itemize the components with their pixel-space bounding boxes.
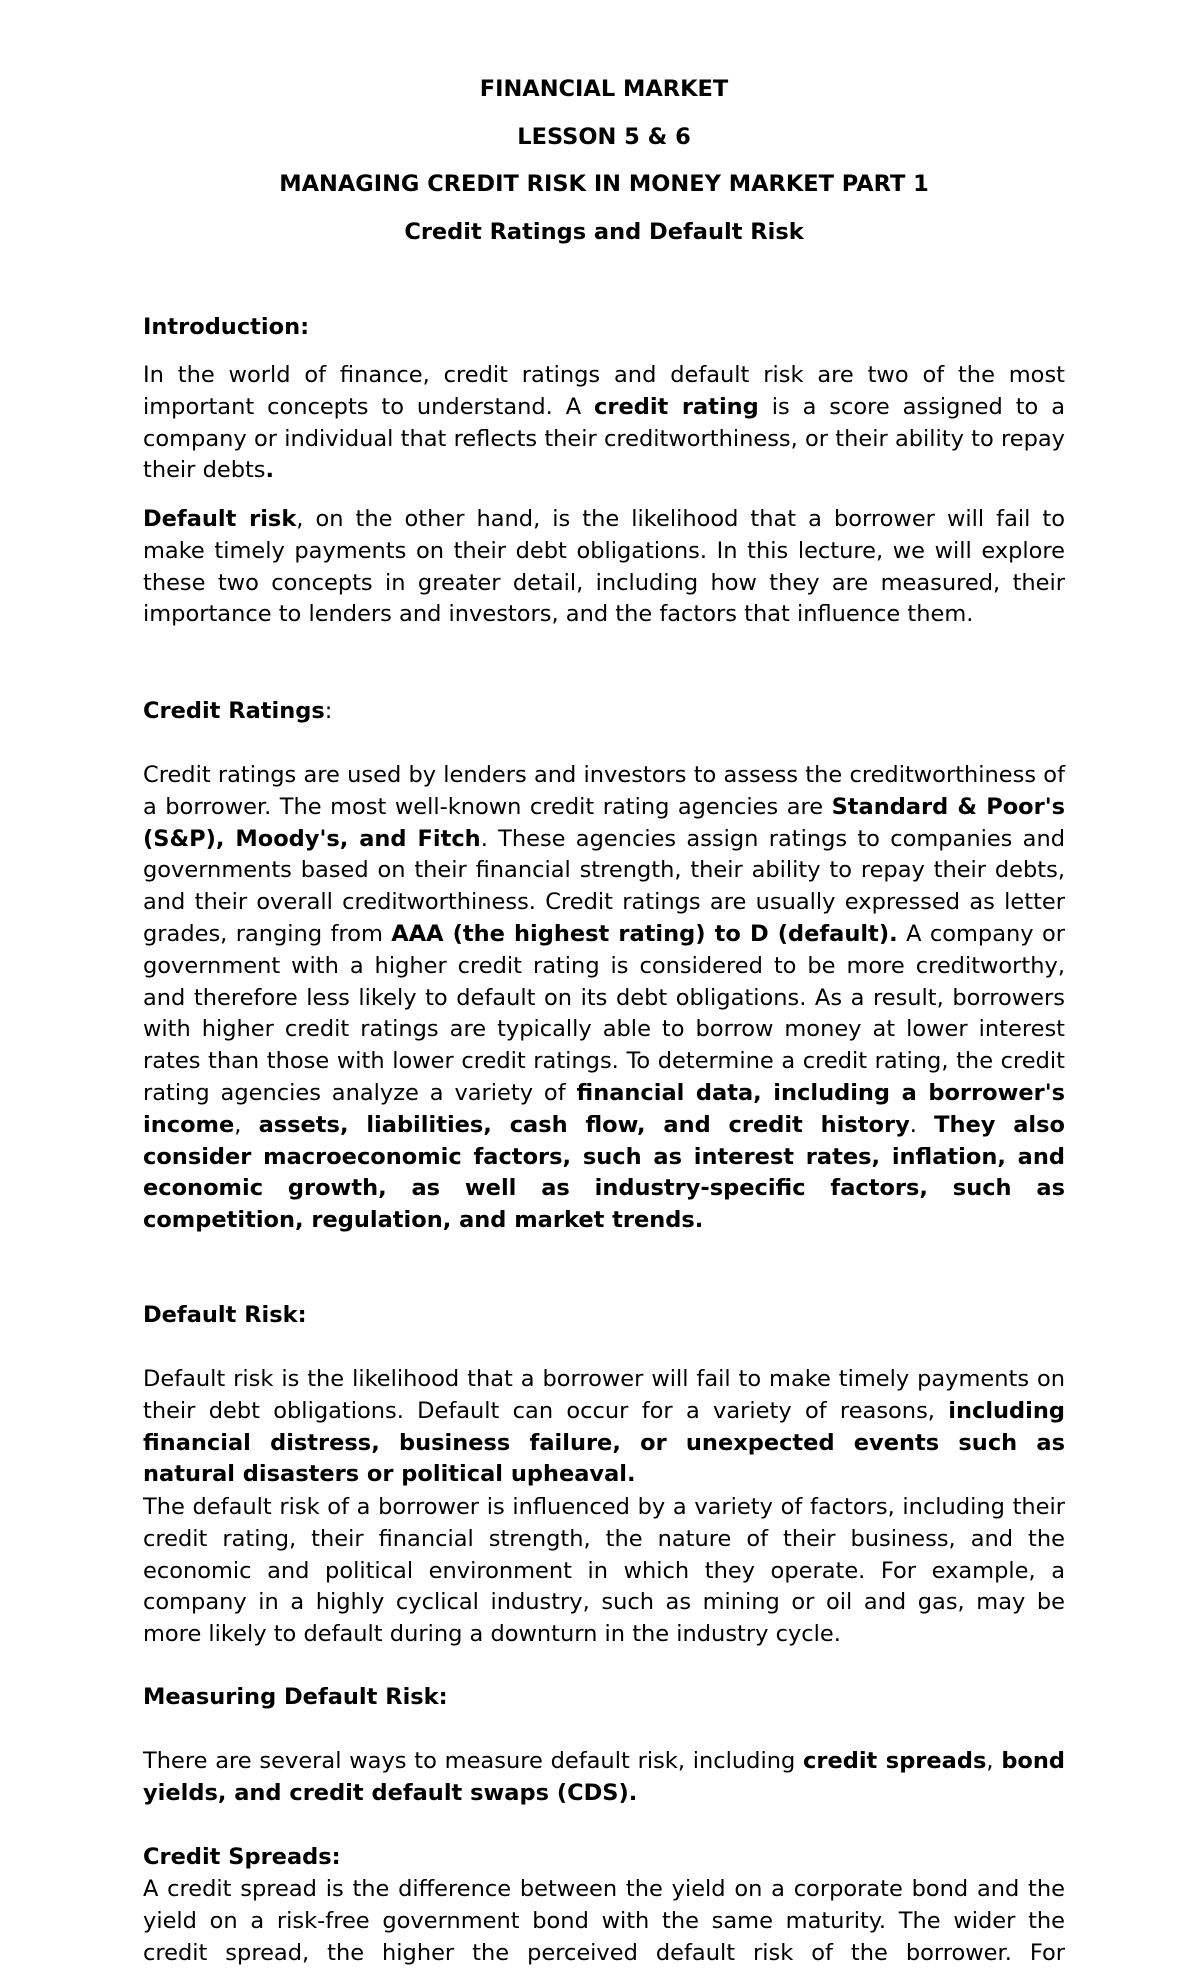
course-title: FINANCIAL MARKET [479,76,729,102]
introduction-heading: Introduction: [143,314,310,340]
default-risk-heading: Default Risk: [143,1302,307,1328]
credit-spreads-paragraph: A credit spread is the difference between the yield on a corporate bond and the yield on a risk-free government bond with the same maturity. The wider the credit spread, the higher the perceived default risk of the borrower. For [143,1876,1065,1966]
lesson-topic: MANAGING CREDIT RISK IN MONEY MARKET PART 1 [279,171,929,197]
introduction-paragraph-1: In the world of finance, credit ratings and default risk are two of the most important concepts to understand. A credit rating is a score assigned to a company or individual that reflects their creditworthiness, or their ability to repay their debts. [143,362,1065,484]
lesson-subtitle: Credit Ratings and Default Risk [404,219,804,245]
credit-spreads-heading: Credit Spreads: [143,1844,341,1870]
default-risk-paragraph-1: Default risk is the likelihood that a borrower will fail to make timely payments on their debt obligations. Default can occur for a variety of reasons, including financial distress, business failure, or unexpected events such as natural disasters or political upheaval. [143,1366,1065,1488]
measuring-default-risk-heading: Measuring Default Risk: [143,1684,448,1710]
credit-ratings-paragraph: Credit ratings are used by lenders and investors to assess the creditworthiness of a borrower. The most well-known credit rating agencies are Standard & Poor's (S&P), Moody's, and Fitch. These agencies assign ratings to companies and governments based on their financial strength, their ability to repay their debts, and their overall creditworthiness. Credit ratings are usually expressed as letter grades, ranging from AAA (the highest rating) to D (default). A company or government with a higher credit rating is considered to be more creditworthy, and therefore less likely to default on its debt obligations. As a result, borrowers with higher credit ratings are typically able to borrow money at lower interest rates than those with lower credit ratings. To determine a credit rating, the credit rating agencies analyze a variety of financial data, including a borrower's income, assets, liabilities, cash flow, and credit history. They also consider macroeconomic factors, such as interest rates, inflation, and economic growth, as well as industry-specific factors, such as competition, regulation, and market trends. [143,762,1066,1234]
default-risk-paragraph-2: The default risk of a borrower is influenced by a variety of factors, including their credit rating, their financial strength, the nature of their business, and the economic and political environment in which they operate. For example, a company in a highly cyclical industry, such as mining or oil and gas, may be more likely to default during a downturn in the industry cycle. [143,1494,1065,1648]
measuring-default-risk-paragraph: There are several ways to measure default risk, including credit spreads, bond yields, and credit default swaps (CDS). [143,1748,1066,1806]
introduction-paragraph-2: Default risk, on the other hand, is the likelihood that a borrower will fail to make timely payments on their debt obligations. In this lecture, we will explore these two concepts in greater detail, including how they are measured, their importance to lenders and investors, and the factors that influence them. [143,506,1065,628]
credit-ratings-heading: Credit Ratings: [143,698,333,724]
lesson-number: LESSON 5 & 6 [517,124,691,150]
